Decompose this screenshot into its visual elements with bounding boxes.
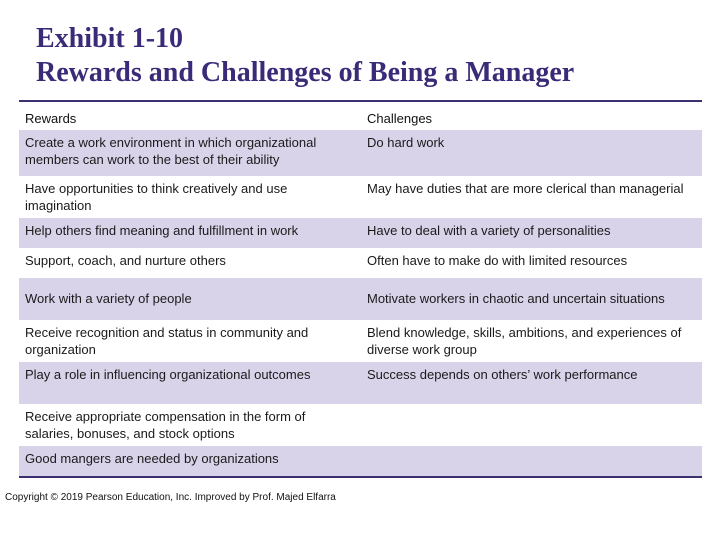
header-challenges: Challenges <box>367 111 433 126</box>
reward-cell: Receive recognition and status in community and organization <box>25 325 309 357</box>
challenge-cell: Motivate workers in chaotic and uncertain situations <box>367 291 665 306</box>
blank-cell: Blank cell <box>367 451 423 466</box>
table-row <box>19 278 702 320</box>
reward-cell: Receive appropriate compensation in the form of salaries, bonuses, and stock options <box>25 409 306 441</box>
rewards-challenges-table <box>19 100 702 478</box>
table-row <box>19 446 702 476</box>
reward-cell: Work with a variety of people <box>25 291 192 306</box>
table-row <box>19 130 702 176</box>
challenge-cell: Have to deal with a variety of personalities <box>367 223 611 238</box>
exhibit-heading: Rewards and Challenges of Being a Manager <box>36 57 575 88</box>
copyright-footer: Copyright © 2019 Pearson Education, Inc. Improved by Prof. Majed Elfarra <box>5 492 336 503</box>
table-row <box>19 404 702 446</box>
table-row <box>19 176 702 218</box>
reward-cell: Play a role in influencing organizational outcomes <box>25 367 311 382</box>
table-header-row <box>19 102 702 130</box>
exhibit-number: Exhibit 1-10 <box>36 23 184 54</box>
reward-cell: Good mangers are needed by organizations <box>25 451 279 466</box>
reward-cell: Have opportunities to think creatively and use imagination <box>25 181 288 213</box>
table-row <box>19 218 702 248</box>
reward-cell: Help others find meaning and fulfillment in work <box>25 223 299 238</box>
reward-cell: Support, coach, and nurture others <box>25 253 226 268</box>
header-rewards: Rewards <box>25 111 77 126</box>
challenge-cell: Blend knowledge, skills, ambitions, and experiences of diverse work group <box>367 325 682 357</box>
table-row <box>19 362 702 404</box>
challenge-cell <box>361 404 702 446</box>
reward-cell: Create a work environment in which organizational members can work to the best of their ability <box>25 135 317 167</box>
challenge-cell: Often have to make do with limited resources <box>367 253 628 268</box>
challenge-cell: May have duties that are more clerical than managerial <box>367 181 684 196</box>
challenge-cell: Success depends on others’ work performance <box>367 367 638 382</box>
table-row <box>19 320 702 362</box>
table-row <box>19 248 702 278</box>
challenge-cell: Do hard work <box>367 135 445 150</box>
slide-title <box>36 22 574 90</box>
